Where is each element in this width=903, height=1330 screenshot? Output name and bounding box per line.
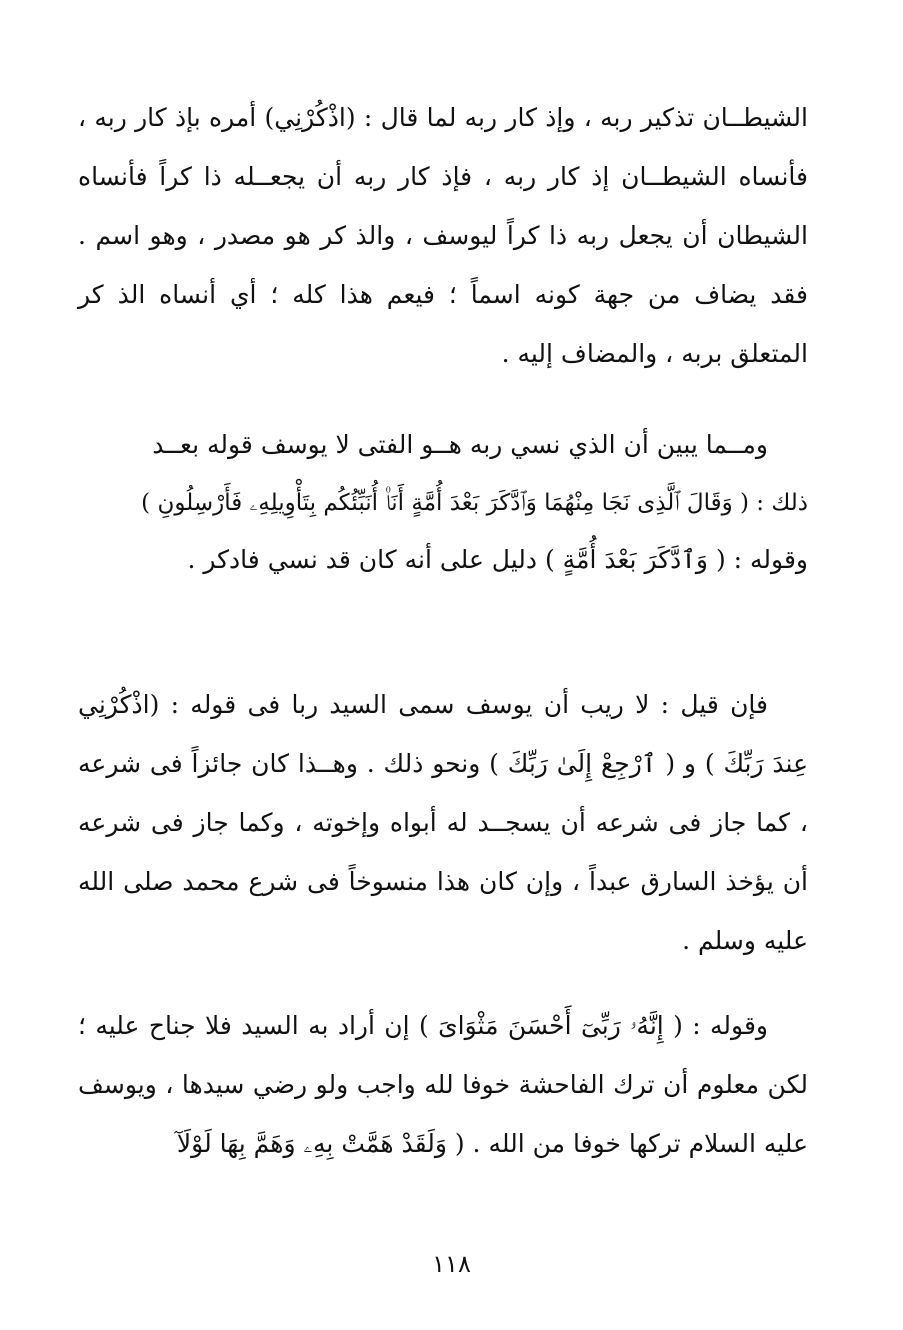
paragraph-3: فإن قيل : لا ريب أن يوسف سمى السيد ربا فى قوله : (اذْكُرْنِي عِندَ رَبِّكَ ) و ( ٱرْجِعْ إِلَىٰ رَبِّكَ ) ونحو ذلك . وهــذا كان جائزاً فى شرعه ، كما جاز فى شرعه أن يسجــد له أبواه وإخوته ، وكما جاز فى شرعه أن يؤخذ السارق عبداً ، وإن كان هذا منسوخاً فى شرع محمد صلى الله عليه وسلم . [78, 690, 808, 955]
paragraph-2 [78, 415, 808, 589]
paragraph-4: وقوله : ( إِنَّهُۥ رَبِّىٓ أَحْسَنَ مَثْوَاىَ ) إن أراد به السيد فلا جناح عليه ؛ لكن معلوم أن ترك الفاحشة خوفا لله واجب ولو رضي سيدها ، ويوسف عليه السلام تركها خوفا من الله . ( وَلَقَدْ هَمَّتْ بِهِۦ وَهَمَّ بِهَا لَوْلَآ [78, 1011, 808, 1158]
paragraph-2-line-3: وقوله : ( وَٱدَّكَرَ بَعْدَ أُمَّةٍ ) دليل على أنه كان قد نسي فادكر . [187, 545, 808, 574]
page-number: ١١٨ [432, 1250, 471, 1278]
paragraph-2-line-1: ومــما يبين أن الذي نسي ربه هــو الفتى لا يوسف قوله بعــد [152, 430, 768, 459]
page-body [78, 88, 808, 1173]
paragraph-2-quran-verse: ذلك : ( وَقَالَ ٱلَّذِى نَجَا مِنْهُمَا وَٱدَّكَرَ بَعْدَ أُمَّةٍ أَنَا۠ أُنَبِّئُكُم بِتَأْوِيلِهِۦ فَأَرْسِلُونِ ) [141, 490, 808, 516]
paragraph-1: الشيطــان تذكير ربه ، وإذ كار ربه لما قال : (اذْكُرْنِي) أمره بإذ كار ربه ، فأنساه الشيطــان إذ كار ربه ، فإذ كار ربه أن يجعــله ذا كراً فأنساه الشيطان أن يجعل ربه ذا كراً ليوسف ، والذ كر هو مصدر ، وهو اسم . فقد يضاف من جهة كونه اسماً ؛ فيعم هذا كله ؛ أي أنساه الذ كر المتعلق بربه ، والمضاف إليه . [78, 103, 808, 368]
